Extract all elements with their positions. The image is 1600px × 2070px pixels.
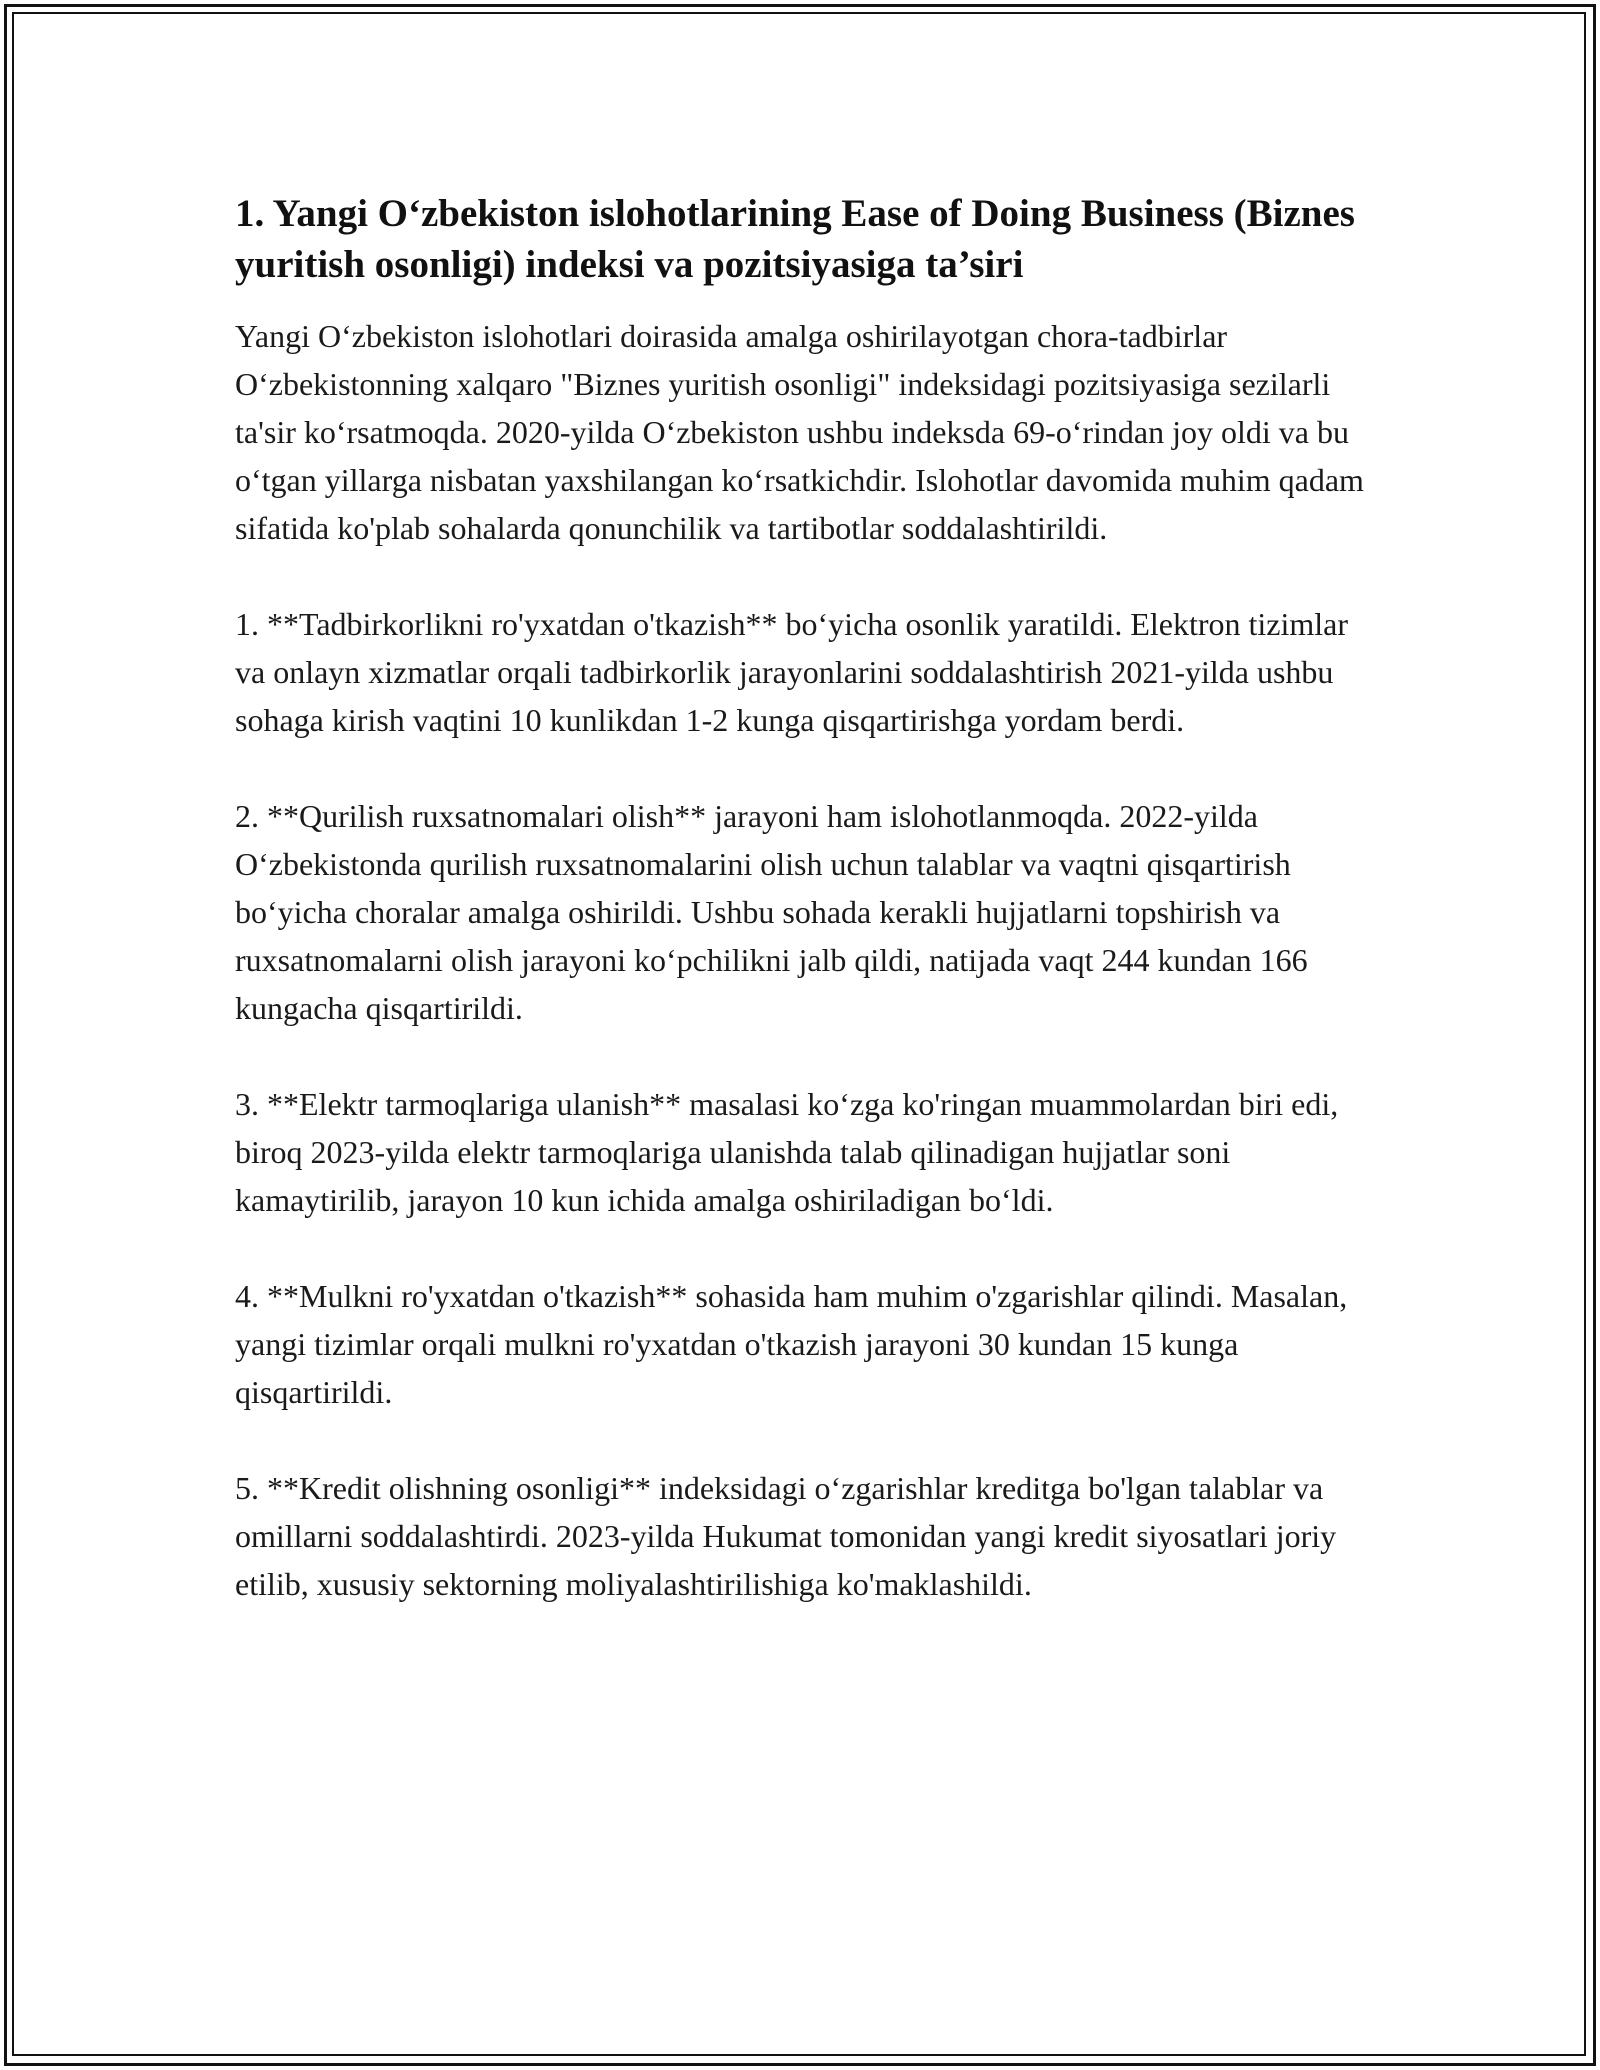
- document-title: 1. Yangi O‘zbekiston islohotlarining Ease of Doing Business (Biznes yuritish osonligi) indeksi va pozitsiyasiga ta’siri: [235, 192, 1355, 286]
- list-item-3: 3. **Elektr tarmoqlariga ulanish** masalasi ko‘zga ko'ringan muammolardan biri edi, biroq 2023-yilda elektr tarmoqlariga ulanishda talab qilinadigan hujjatlar soni kamaytirilib, jarayon 10 kun ichida amalga oshiriladigan bo‘ldi.: [235, 1086, 1339, 1218]
- list-item-5: 5. **Kredit olishning osonligi** indeksidagi o‘zgarishlar kreditga bo'lgan talablar va omillarni soddalashtirdi. 2023-yilda Hukumat tomonidan yangi kredit siyosatlari joriy etilib, xususiy sektorning moliyalashtirilishiga ko'maklashildi.: [235, 1470, 1337, 1602]
- document-body: [235, 188, 1375, 1608]
- list-item-4: 4. **Mulkni ro'yxatdan o'tkazish** sohasida ham muhim o'zgarishlar qilindi. Masalan, yangi tizimlar orqali mulkni ro'yxatdan o'tkazish jarayoni 30 kundan 15 kunga qisqartirildi.: [235, 1278, 1348, 1410]
- list-item-1: 1. **Tadbirkorlikni ro'yxatdan o'tkazish** bo‘yicha osonlik yaratildi. Elektron tizimlar va onlayn xizmatlar orqali tadbirkorlik jarayonlarini soddalashtirish 2021-yilda ushbu sohaga kirish vaqtini 10 kunlikdan 1-2 kunga qisqartirishga yordam berdi.: [235, 606, 1349, 738]
- list-item-2: 2. **Qurilish ruxsatnomalari olish** jarayoni ham islohotlanmoqda. 2022-yilda O‘zbekistonda qurilish ruxsatnomalarini olish uchun talablar va vaqtni qisqartirish bo‘yicha choralar amalga oshirildi. Ushbu sohada kerakli hujjatlarni topshirish va ruxsatnomalarni olish jarayoni ko‘pchilikni jalb qildi, natijada vaqt 244 kundan 166 kungacha qisqartirildi.: [235, 798, 1308, 1026]
- intro-paragraph: Yangi O‘zbekiston islohotlari doirasida amalga oshirilayotgan chora-tadbirlar O‘zbekistonning xalqaro "Biznes yuritish osonligi" indeksidagi pozitsiyasiga sezilarli ta'sir ko‘rsatmoqda. 2020-yilda O‘zbekiston ushbu indeksda 69-o‘rindan joy oldi va bu o‘tgan yillarga nisbatan yaxshilangan ko‘rsatkichdir. Islohotlar davomida muhim qadam sifatida ko'plab sohalarda qonunchilik va tartibotlar soddalashtirildi.: [235, 318, 1364, 546]
